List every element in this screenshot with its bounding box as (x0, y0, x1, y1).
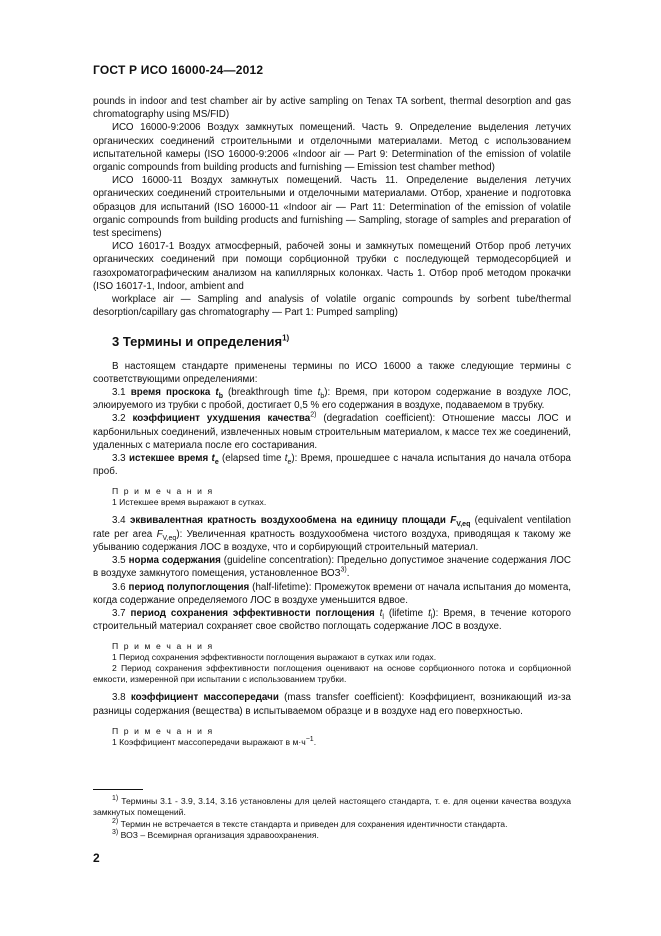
term-3-2: 3.2 коэффициент ухудшения качества$^{2)}$ (degradation coefficient): Отношение массы ЛОС и карбонильных соединений, извлеченных новым строительным материалом, к массе тех же соединений, удаленных с материала после его состаривания. (93, 412, 571, 451)
footnote-3: $^{3)}$ ВОЗ – Всемирная организация здравоохранения. (112, 829, 319, 840)
term-3-7: 3.7 период сохранения эффективности поглощения $t_l$ (lifetime $t_l$): Время, в течение которого строительный материал сохраняет свое свойство поглощать содержание ЛОС в воздухе. (93, 607, 571, 633)
footnote-divider (93, 789, 143, 790)
note-3-item-1: 1 Коэффициент массопередачи выражают в $м\cdot ч^{-1}$. (112, 735, 317, 747)
note-2-item-1: 1 Период сохранения эффективности поглощения выражают в сутках или годах. (112, 652, 437, 663)
page-body (93, 95, 571, 748)
section-heading (93, 335, 571, 348)
term-3-4-name: эквивалентная кратность воздухообмена на единицу площади (129, 515, 446, 527)
term-3-7-name: период сохранения эффективности поглощения (130, 607, 375, 619)
term-3-3: 3.3 истекшее время $t_e$ (elapsed time $t_e$): Время, прошедшее с начала испытания до начала отбора проб. (93, 453, 571, 478)
term-3-2-name: коэффициент ухудшения качества (132, 413, 311, 425)
ref-iso-16000-11: ИСО 16000-11 Воздух замкнутых помещений. Часть 11. Определение выделения летучих органических соединений строительными и отделочными материалами. Отбор, хранение и подготовка образцов для испытаний (ISO 16000-11 «Indoor air — Part 11: Determination of the emission of volatile organic compounds from building products and furnishing — Sampling, storage of samples and preparation of test specimens) (93, 175, 571, 240)
term-3-4: 3.4 эквивалентная кратность воздухообмена на единицу площади $F_{V,eq}$ (equivalent ventilation rate per area $F_{V,eq}$): Увеличенная кратность воздухообмена чистого воздуха, приводящая к такому же убыванию содержания ЛОС в воздухе, что и сорбирующий строительный материал. (93, 515, 571, 553)
note-title-3: П р и м е ч а н и я (112, 725, 214, 736)
ref-iso-16017-1-continued: workplace air — Sampling and analysis of volatile organic compounds by sorbent tube/thermal desorption/capillary gas chromatography — Part 1: Pumped sampling) (93, 294, 571, 319)
term-3-8: 3.8 коэффициент массопередачи (mass transfer coefficient): Коэффициент, возникающий из-за разницы содержания (вещества) в испытываемом образце и в воздухе над его поверхностью. (93, 692, 571, 717)
page-number: 2 (93, 851, 100, 865)
footnote-1: $^{1)}$ Термины 3.1 - 3.9, 3.14, 3.16 установлены для целей настоящего стандарта, т. е. для оценки качества воздуха замкнутых помещений. (93, 795, 571, 818)
ref-iso-16000-9: ИСО 16000-9:2006 Воздух замкнутых помещений. Часть 9. Определение выделения летучих органических соединений строительными и отделочными материалами. Метод с использованием испытательной камеры (ISO 16000-9:2006 «Indoor air — Part 9: Determination of the emission of volatile organic compounds from building products and furnishing — Emission test chamber method) (93, 122, 571, 174)
term-3-1-name: время проскока (130, 387, 211, 399)
note-title-1: П р и м е ч а н и я (112, 486, 214, 497)
note-2-item-2: 2 Период сохранения эффективности поглощения оценивают на основе сорбционного потока и сорбционной емкости, измеренной при испытании с использованием трубки. (93, 663, 571, 685)
term-3-6-name: период полупоглощения (128, 581, 250, 593)
section-intro: В настоящем стандарте применены термины по ИСО 16000 а также следующие термины с соответствующими определениями: (93, 360, 571, 385)
running-header: ГОСТ Р ИСО 16000-24—2012 (93, 63, 264, 77)
term-3-1: 3.1 время проскока $t_b$ (breakthrough time $t_b$): Время, при котором содержание в воздухе ЛОС, элюируемого из трубки с пробой, достигает 0,5 % его содержания в воздухе, подаваемом в трубку. (93, 387, 571, 412)
term-3-3-name: истекшее время (128, 453, 209, 465)
term-3-6: 3.6 период полупоглощения (half-lifetime): Промежуток времени от начала испытания до момента, когда содержание определяемого ЛОС в воздухе уменьшится вдвое. (93, 581, 571, 606)
section-footnote-mark: 1) (282, 334, 290, 344)
footnotes (93, 796, 571, 841)
note-1-item-1: 1 Истекшее время выражают в сутках. (112, 497, 267, 508)
section-title: 3 Термины и определения (112, 334, 283, 350)
footnote-2: $^{2)}$ Термин не встречается в тексте стандарта и приведен для сохранения идентичности стандарта. (112, 817, 508, 829)
term-3-5-name: норма содержания (128, 555, 221, 567)
ref-continuation: pounds in indoor and test chamber air by active sampling on Tenax TA sorbent, thermal desorption and gas chromatography using MS/FID) (93, 96, 571, 121)
term-3-8-name: коэффициент массопередачи (130, 692, 279, 704)
ref-iso-16017-1: ИСО 16017-1 Воздух атмосферный, рабочей зоны и замкнутых помещений Отбор проб летучих органических соединений при помощи сорбционной трубки с последующей термодесорбцией и газохроматографическим анализом на капиллярных колонках. Часть 1. Отбор проб методом прокачки (ISO 16017-1, Indoor, ambient and (93, 241, 571, 292)
note-title-2: П р и м е ч а н и я (112, 641, 214, 652)
term-3-5: 3.5 норма содержания (guideline concentration): Предельно допустимое значение содержания ЛОС в воздухе замкнутого помещения, установленное ВОЗ$^{3)}$. (93, 555, 571, 580)
